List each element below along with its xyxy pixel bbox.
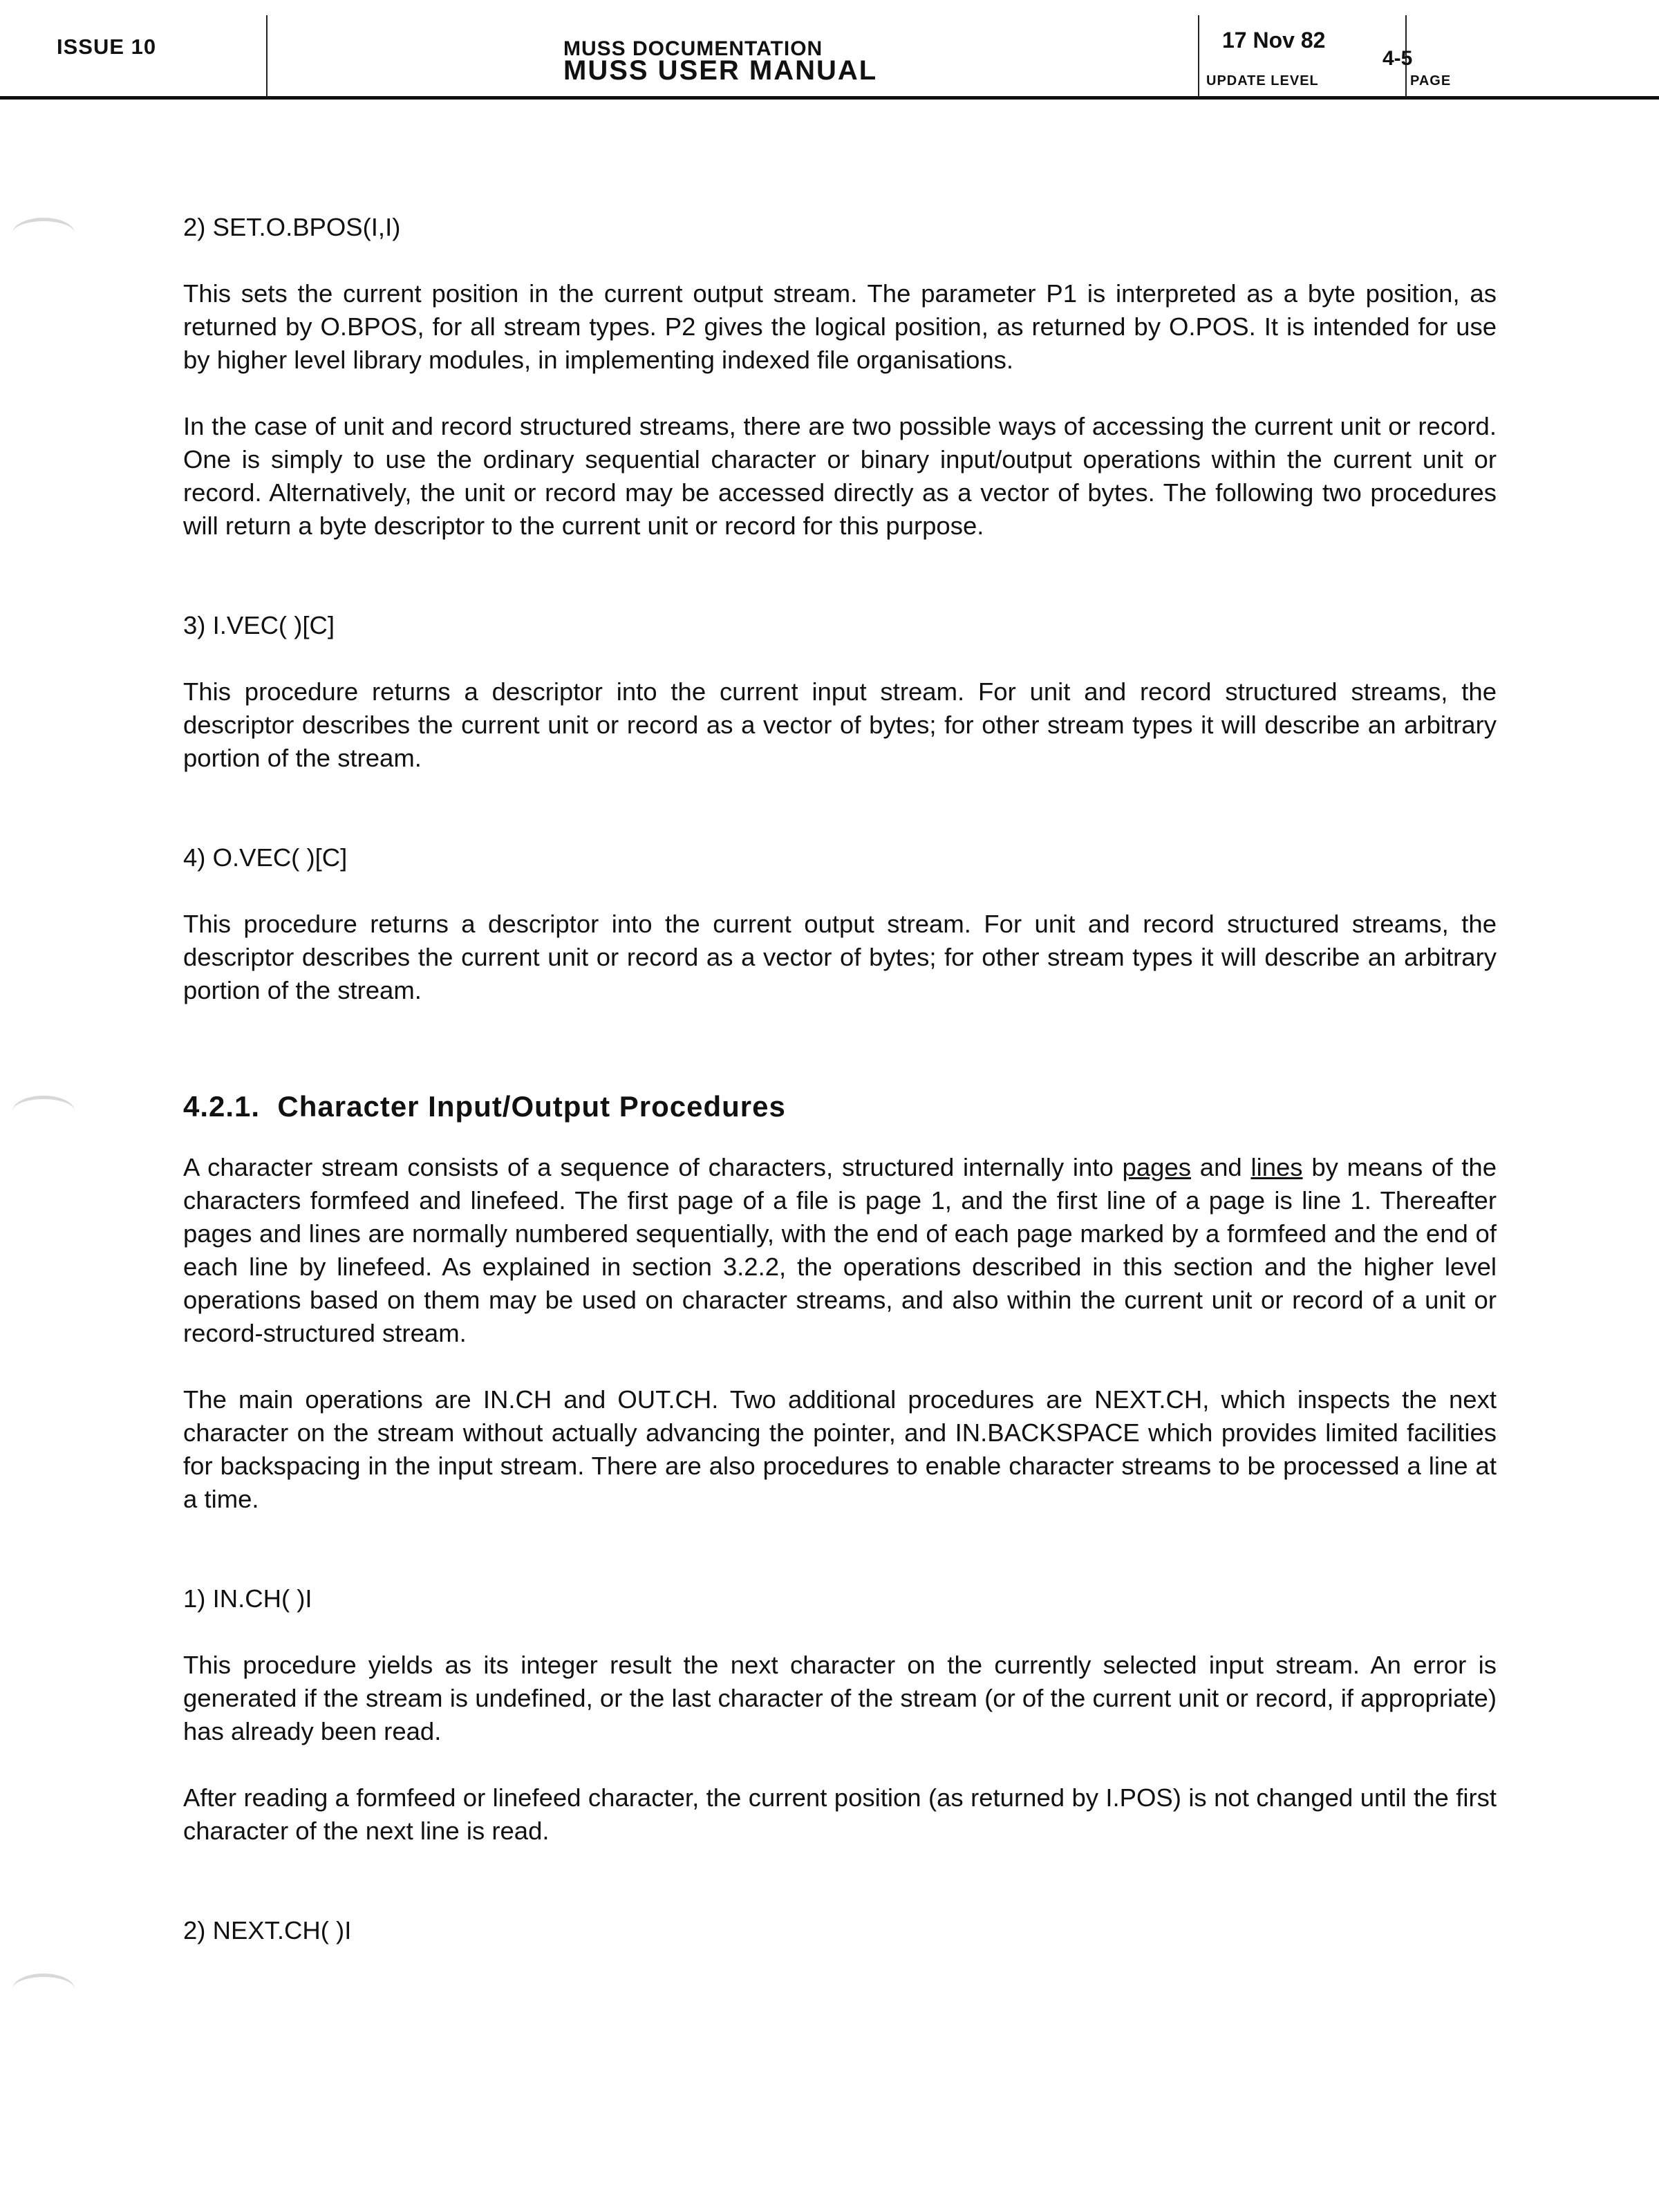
procedure-heading: 2) NEXT.CH( )I: [183, 1916, 352, 1944]
paragraph: This procedure yields as its integer result the next character on the currently selected input stream. An error is generated if the stream is undefined, or the last character of the stream (or of the current unit or record, if appropriate) has already been read.: [183, 1651, 1497, 1745]
paragraph: After reading a formfeed or linefeed character, the current position (as returned by I.POS) is not changed until the first character of the next line is read.: [183, 1783, 1497, 1845]
paragraph: This sets the current position in the current output stream. The parameter P1 is interpreted as a byte position, as returned by O.BPOS, for all stream types. P2 gives the logical position, as returned by O.POS. It is intended for use by higher level library modules, in implementing indexed file organisations.: [183, 279, 1497, 374]
underlined-term: pages: [1122, 1153, 1191, 1181]
paragraph: In the case of unit and record structured streams, there are two possible ways of accessing the current unit or record. One is simply to use the ordinary sequential character or binary input/output operations within the current unit or record. Alternatively, the unit or record may be accessed directly as a vector of bytes. The following two procedures will return a byte descriptor to the current unit or record for this purpose.: [183, 412, 1497, 540]
procedure-heading: 1) IN.CH( )I: [183, 1584, 312, 1613]
page-header: [0, 0, 1659, 100]
punch-hole-mark: [12, 1096, 75, 1127]
section-heading: 4.2.1. Character Input/Output Procedures: [183, 1090, 786, 1123]
document-title-block: [563, 37, 878, 86]
header-divider: [266, 15, 268, 97]
procedure-heading: 4) O.VEC( )[C]: [183, 843, 348, 872]
punch-hole-mark: [12, 218, 75, 249]
punch-hole-mark: [12, 1974, 75, 2005]
doc-title: MUSS DOCUMENTATION: [563, 37, 823, 60]
page-body: [183, 211, 1497, 1947]
update-level-label: UPDATE LEVEL: [1206, 73, 1319, 88]
procedure-heading: 3) I.VEC( )[C]: [183, 611, 335, 639]
text: and: [1191, 1153, 1251, 1181]
paragraph: [183, 1151, 1497, 1350]
paragraph: This procedure returns a descriptor into the current output stream. For unit and record structured streams, the descriptor describes the current unit or record as a vector of bytes; for other stream types it will describe an arbitrary portion of the stream.: [183, 910, 1497, 1004]
update-date: 17 Nov 82: [1222, 28, 1326, 53]
header-divider: [1198, 15, 1199, 97]
header-rule: [0, 96, 1659, 100]
text: by means of the characters formfeed and linefeed. The first page of a file is page 1, and the first line of a page is line 1. Thereafter pages and lines are normally numbered sequentially, with the end of each page marked by a formfeed and the end of each line by linefeed. As explained in section 3.2.2, the operations described in this section and the higher level operations based on them may be used on character streams, and also within the current unit or record of a unit or record-structured stream.: [183, 1153, 1497, 1347]
issue-label: ISSUE 10: [57, 35, 157, 59]
manual-title: MUSS USER MANUAL: [563, 55, 878, 86]
page-number: 4-5: [1382, 47, 1413, 70]
underlined-term: lines: [1250, 1153, 1303, 1181]
page-label: PAGE: [1410, 73, 1452, 88]
paragraph: The main operations are IN.CH and OUT.CH. Two additional procedures are NEXT.CH, which inspects the next character on the stream without actually advancing the pointer, and IN.BACKSPACE which provides limited facilities for backspacing in the input stream. There are also procedures to enable character streams to be processed a line at a time.: [183, 1385, 1497, 1513]
paragraph: This procedure returns a descriptor into the current input stream. For unit and record structured streams, the descriptor describes the current unit or record as a vector of bytes; for other stream types it will describe an arbitrary portion of the stream.: [183, 677, 1497, 772]
text: A character stream consists of a sequence of characters, structured internally into: [183, 1153, 1123, 1181]
procedure-heading: 2) SET.O.BPOS(I,I): [183, 213, 401, 241]
